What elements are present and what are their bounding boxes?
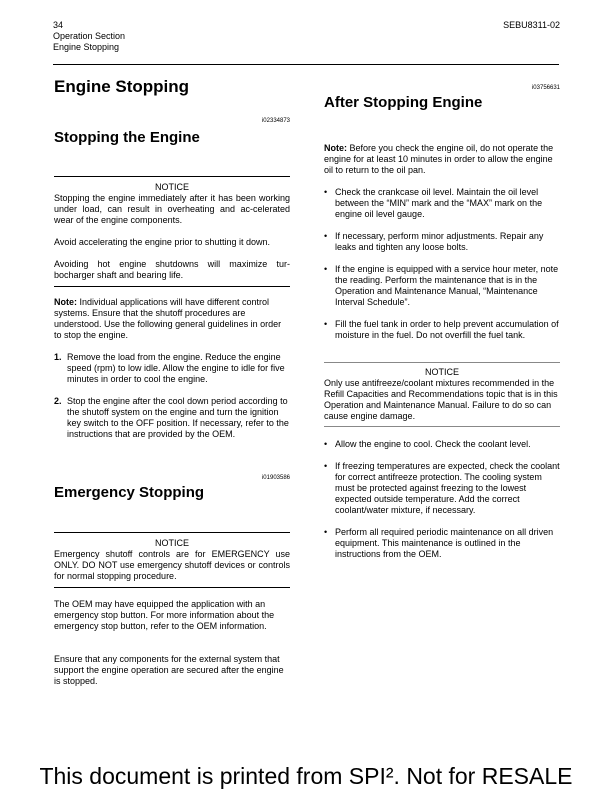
step-number: 2.	[54, 396, 62, 406]
list-item	[324, 527, 560, 560]
list-item	[324, 439, 560, 450]
notice-box-emergency	[54, 532, 290, 588]
notice-paragraph: Emergency shutoff controls are for EMERGENCY use ONLY. DO NOT use emergency shutoff devices or controls for normal stopping procedure.	[54, 549, 290, 581]
note-label: Note:	[54, 297, 77, 307]
list-item	[324, 461, 560, 516]
notice-rule-top	[54, 176, 290, 177]
notice-paragraph: Stopping the engine immediately after it has been working under load, can result in overheating and ac-celerated wear of the engine components.	[54, 193, 290, 225]
reference-id: i02334873	[261, 118, 290, 124]
bullet-text: Allow the engine to cool. Check the coolant level.	[335, 439, 531, 449]
note-text: Before you check the engine oil, do not operate the engine for at least 10 minutes in order to allow the engine oil to return to the oil pan.	[324, 143, 554, 175]
notice-rule-bottom	[54, 286, 290, 287]
list-item	[324, 264, 560, 308]
bullet-text: Fill the fuel tank in order to help prevent accumulation of moisture in the fuel. Do not overfill the fuel tank.	[335, 319, 559, 340]
document-id: SEBU8311-02	[503, 20, 560, 30]
section-title-stopping: Stopping the Engine	[54, 129, 200, 146]
section-title-emergency: Emergency Stopping	[54, 484, 205, 501]
list-item	[54, 352, 290, 385]
step-list	[54, 352, 290, 440]
running-header-left	[53, 20, 125, 53]
page-title: Engine Stopping	[54, 77, 190, 96]
footer-watermark: This document is printed from SPI². Not for RESALE	[39, 763, 573, 789]
note-text: Individual applications will have different control systems. Ensure that the shutoff procedures are understood. Use the following general guidelines in order to stop the engine.	[54, 297, 282, 340]
bullet-icon: •	[324, 461, 328, 471]
reference-id: i03756631	[531, 85, 560, 91]
notice-paragraph: Avoid accelerating the engine prior to shutting it down.	[54, 237, 270, 247]
subsection-name: Engine Stopping	[53, 42, 120, 52]
notice-title: NOTICE	[154, 182, 189, 192]
bullet-list	[324, 187, 560, 341]
list-item	[324, 187, 560, 220]
section-name: Operation Section	[53, 31, 126, 41]
bullet-icon: •	[324, 439, 328, 449]
bullet-icon: •	[324, 187, 328, 197]
bullet-icon: •	[324, 231, 328, 241]
bullet-icon: •	[324, 319, 328, 329]
list-item	[324, 231, 560, 253]
bullet-text: Perform all required periodic maintenance on all driven equipment. This maintenance is outlined in the instructions from the OEM.	[335, 527, 554, 559]
notice-paragraph: Only use antifreeze/coolant mixtures recommended in the Refill Capacities and Recommendations topic that is in this Operation and Maintenance Manual. Failure to do so can cause engine damage.	[324, 378, 558, 421]
notice-rule-top	[54, 532, 290, 533]
bullet-icon: •	[324, 264, 328, 274]
notice-paragraph: Avoiding hot engine shutdowns will maximize tur-bocharger shaft and bearing life.	[54, 259, 290, 280]
step-text: Stop the engine after the cool down period according to the shutoff system on the engine and turn the ignition key switch to the OFF position. If necessary, refer to the instructions that are provided by the OEM.	[67, 396, 289, 439]
list-item	[324, 319, 560, 341]
notice-rule-bottom	[54, 587, 290, 588]
bullet-icon: •	[324, 527, 328, 537]
step-text: Remove the load from the engine. Reduce the engine speed (rpm) to low idle. Allow the engine to idle for five minutes in order to cool the engine.	[67, 352, 285, 384]
notice-box-stopping	[54, 176, 290, 287]
header-divider	[53, 64, 559, 65]
notice-title: NOTICE	[424, 367, 459, 377]
bullet-text: Check the crankcase oil level. Maintain the oil level between the “MIN” mark and the “MAX” mark on the engine oil level gauge.	[335, 187, 543, 219]
page-number: 34	[53, 20, 64, 30]
bullet-text: If necessary, perform minor adjustments. Repair any leaks and tighten any loose bolts.	[335, 231, 544, 252]
section-title-after-stopping: After Stopping Engine	[324, 94, 483, 111]
note-paragraph	[324, 143, 560, 176]
notice-box-antifreeze	[324, 362, 560, 427]
reference-id: i01903586	[261, 475, 290, 481]
notice-title: NOTICE	[154, 538, 189, 548]
body-paragraph: Ensure that any components for the external system that support the engine operation are secured after the engine is stopped.	[54, 654, 284, 686]
notice-rule-bottom	[324, 426, 560, 427]
list-item	[54, 396, 290, 440]
bullet-text: If freezing temperatures are expected, check the coolant for correct antifreeze protection. The cooling system must be protected against freezing to the lowest expected outside temperature. Add the correct coolant/water mixture, if necessary.	[335, 461, 560, 515]
bullet-list	[324, 439, 560, 560]
bullet-text: If the engine is equipped with a service hour meter, note the reading. Perform the maintenance that is in the Operation and Maintenance Manual, “Maintenance Interval Schedule”.	[335, 264, 559, 307]
note-label: Note:	[324, 143, 347, 153]
note-paragraph	[54, 297, 290, 341]
notice-rule-top	[324, 362, 560, 363]
body-paragraph: The OEM may have equipped the application with an emergency stop button. For more information about the emergency stop button, refer to the OEM information.	[54, 599, 275, 631]
step-number: 1.	[54, 352, 62, 362]
